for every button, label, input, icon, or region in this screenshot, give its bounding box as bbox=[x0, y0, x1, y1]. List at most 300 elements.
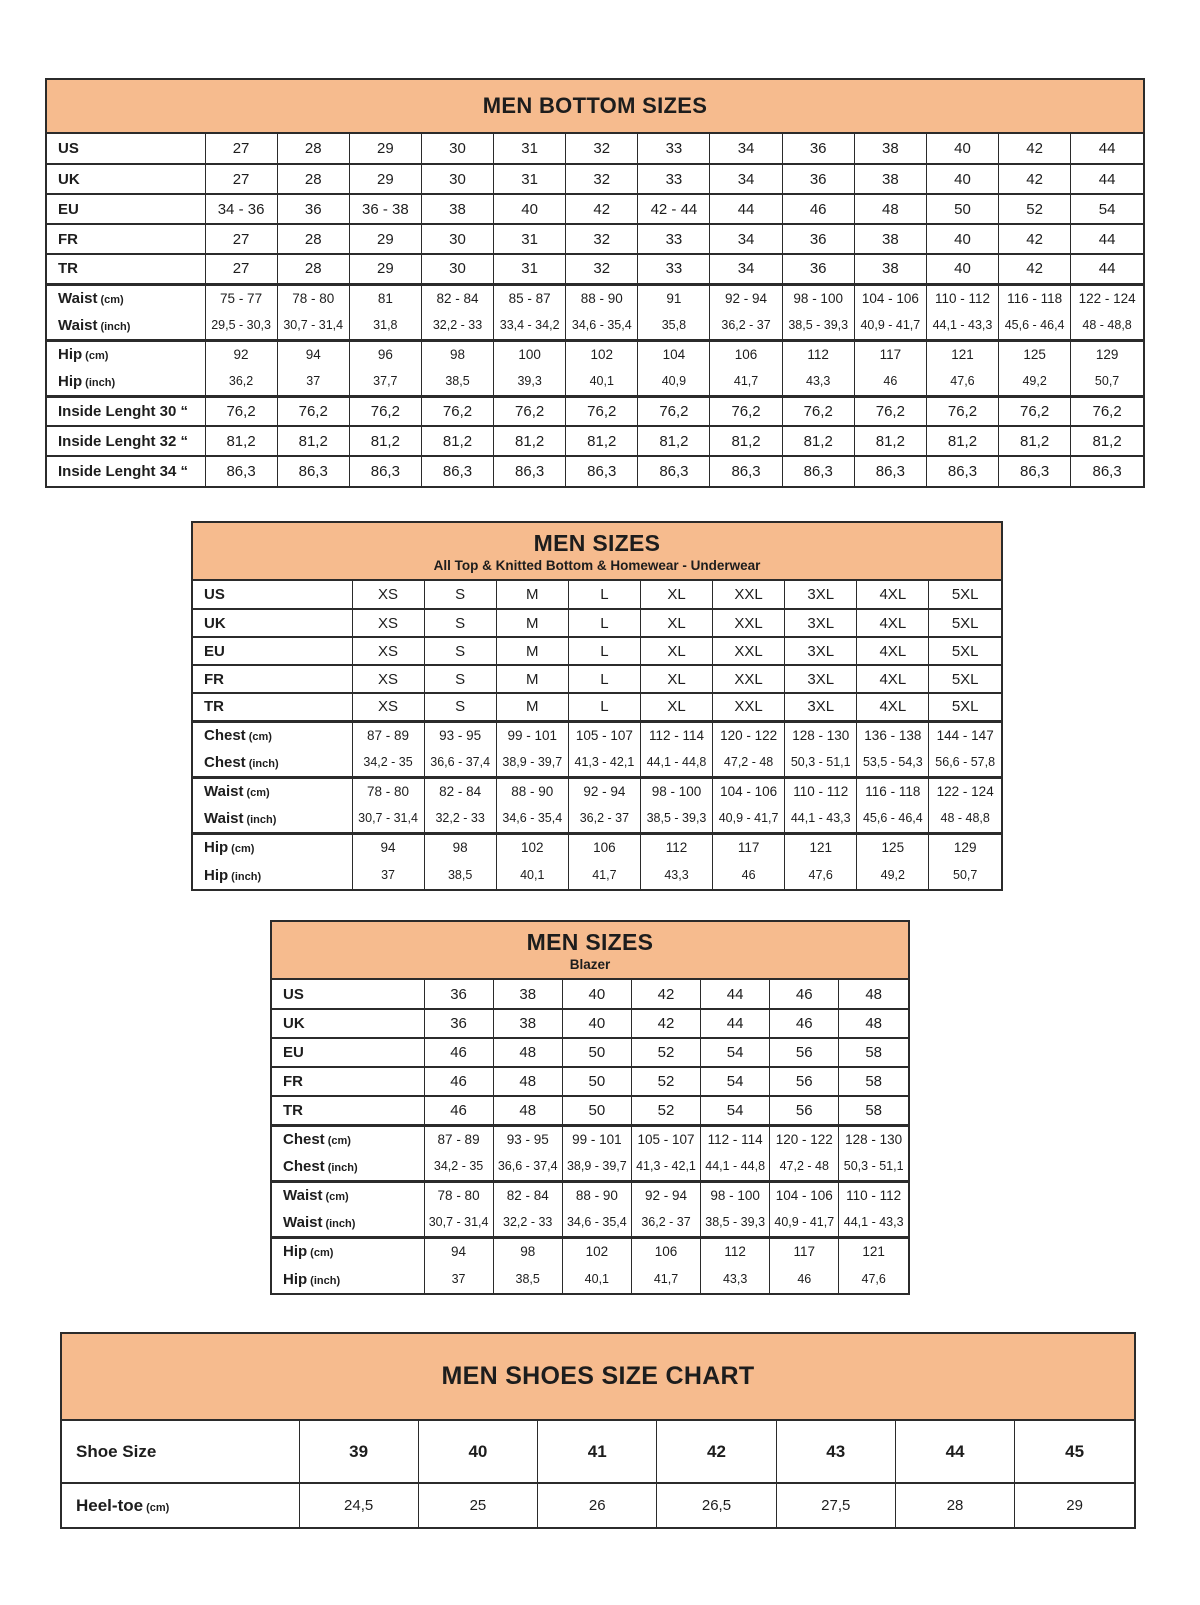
row-label bbox=[193, 609, 352, 637]
cell: 76,2 bbox=[638, 396, 710, 426]
cell: 44 bbox=[1071, 224, 1143, 254]
cell: 38 bbox=[854, 254, 926, 284]
cell: 36 bbox=[424, 980, 493, 1009]
row-label-text: FR bbox=[58, 230, 78, 248]
table-row bbox=[193, 581, 1001, 609]
cell: 34 - 36 bbox=[205, 194, 277, 224]
cell: 43,3 bbox=[640, 861, 712, 889]
cell: 36 bbox=[782, 134, 854, 164]
cell: 34,6 - 35,4 bbox=[566, 312, 638, 340]
cell: 44 bbox=[1071, 164, 1143, 194]
row-label bbox=[193, 693, 352, 721]
row-label bbox=[272, 1096, 424, 1125]
cell: 34 bbox=[710, 134, 782, 164]
cell: 47,2 - 48 bbox=[770, 1153, 839, 1181]
row-label bbox=[47, 194, 205, 224]
cell: 38 bbox=[493, 1009, 562, 1038]
cell: 98 bbox=[424, 833, 496, 861]
cell: 49,2 bbox=[857, 861, 929, 889]
table-row bbox=[47, 456, 1143, 486]
cell: XS bbox=[352, 665, 424, 693]
row-label-text: Waist bbox=[204, 783, 244, 801]
cell: 28 bbox=[277, 164, 349, 194]
cell: 81,2 bbox=[999, 426, 1071, 456]
cell: 92 - 94 bbox=[710, 284, 782, 312]
cell: 54 bbox=[701, 1067, 770, 1096]
row-label bbox=[193, 665, 352, 693]
cell: 86,3 bbox=[926, 456, 998, 486]
cell: 87 - 89 bbox=[352, 721, 424, 749]
table-row bbox=[47, 396, 1143, 426]
cell: XXL bbox=[713, 581, 785, 609]
row-label-text: Hip bbox=[58, 372, 83, 390]
size-grid bbox=[47, 134, 1143, 486]
cell: 36,2 - 37 bbox=[710, 312, 782, 340]
row-label-unit: (inch) bbox=[246, 813, 277, 826]
cell: 33 bbox=[638, 224, 710, 254]
table-header bbox=[193, 523, 1001, 581]
cell: 76,2 bbox=[349, 396, 421, 426]
cell: 46 bbox=[782, 194, 854, 224]
row-label bbox=[47, 312, 205, 340]
table-row bbox=[193, 833, 1001, 861]
cell: 106 bbox=[710, 340, 782, 368]
cell: 40 bbox=[926, 164, 998, 194]
table-row bbox=[193, 777, 1001, 805]
row-label-unit: (inch) bbox=[231, 870, 262, 883]
cell: 41,7 bbox=[710, 368, 782, 396]
cell: XL bbox=[640, 609, 712, 637]
cell: 81,2 bbox=[277, 426, 349, 456]
cell: 34 bbox=[710, 224, 782, 254]
cell: 26,5 bbox=[657, 1483, 776, 1527]
row-label bbox=[193, 861, 352, 889]
cell: 43,3 bbox=[782, 368, 854, 396]
row-label-unit: (inch) bbox=[325, 1217, 356, 1230]
cell: 32 bbox=[566, 164, 638, 194]
cell: 29,5 - 30,3 bbox=[205, 312, 277, 340]
row-label-unit: (inch) bbox=[310, 1274, 341, 1287]
cell: 110 - 112 bbox=[785, 777, 857, 805]
cell: 81,2 bbox=[205, 426, 277, 456]
cell: XXL bbox=[713, 609, 785, 637]
row-label bbox=[47, 456, 205, 486]
cell: 117 bbox=[713, 833, 785, 861]
cell: 129 bbox=[1071, 340, 1143, 368]
cell: 93 - 95 bbox=[424, 721, 496, 749]
row-label bbox=[272, 1265, 424, 1293]
cell: 86,3 bbox=[710, 456, 782, 486]
cell: 32,2 - 33 bbox=[424, 805, 496, 833]
table-row bbox=[47, 194, 1143, 224]
row-label-text: Hip bbox=[283, 1270, 308, 1288]
cell: 36,6 - 37,4 bbox=[424, 749, 496, 777]
cell: L bbox=[568, 665, 640, 693]
cell: 78 - 80 bbox=[424, 1181, 493, 1209]
row-label-text: Chest bbox=[283, 1131, 325, 1149]
cell: L bbox=[568, 693, 640, 721]
table-row bbox=[272, 1181, 908, 1209]
cell: 3XL bbox=[785, 693, 857, 721]
cell: 33,4 - 34,2 bbox=[494, 312, 566, 340]
cell: 40 bbox=[926, 254, 998, 284]
table-row bbox=[47, 224, 1143, 254]
cell: 29 bbox=[349, 134, 421, 164]
table-row bbox=[193, 805, 1001, 833]
cell: 105 - 107 bbox=[568, 721, 640, 749]
cell: 110 - 112 bbox=[839, 1181, 908, 1209]
size-grid bbox=[62, 1421, 1134, 1527]
row-label bbox=[47, 396, 205, 426]
row-label-text: Chest bbox=[204, 727, 246, 745]
row-label-text: Hip bbox=[283, 1243, 308, 1261]
cell: 4XL bbox=[857, 665, 929, 693]
cell: 47,6 bbox=[785, 861, 857, 889]
cell: 86,3 bbox=[349, 456, 421, 486]
cell: 3XL bbox=[785, 665, 857, 693]
cell: 40 bbox=[562, 980, 631, 1009]
row-label-unit: (cm) bbox=[100, 294, 124, 307]
row-label bbox=[272, 1009, 424, 1038]
cell: XXL bbox=[713, 665, 785, 693]
cell: 25 bbox=[418, 1483, 537, 1527]
cell: 40,9 - 41,7 bbox=[770, 1209, 839, 1237]
cell: 29 bbox=[349, 164, 421, 194]
cell: 76,2 bbox=[494, 396, 566, 426]
cell: 40 bbox=[494, 194, 566, 224]
cell: 50 bbox=[562, 1038, 631, 1067]
row-label-text: US bbox=[204, 586, 225, 603]
cell: 44,1 - 43,3 bbox=[926, 312, 998, 340]
cell: 122 - 124 bbox=[929, 777, 1001, 805]
cell: 5XL bbox=[929, 637, 1001, 665]
cell: 75 - 77 bbox=[205, 284, 277, 312]
cell: 5XL bbox=[929, 665, 1001, 693]
cell: 86,3 bbox=[1071, 456, 1143, 486]
cell: 47,6 bbox=[926, 368, 998, 396]
cell: 30,7 - 31,4 bbox=[277, 312, 349, 340]
cell: 58 bbox=[839, 1067, 908, 1096]
cell: 116 - 118 bbox=[999, 284, 1071, 312]
cell: 104 - 106 bbox=[854, 284, 926, 312]
table-row bbox=[47, 312, 1143, 340]
cell: 86,3 bbox=[494, 456, 566, 486]
cell: 5XL bbox=[929, 693, 1001, 721]
cell: 38 bbox=[854, 164, 926, 194]
row-label-unit: (cm) bbox=[325, 1191, 349, 1204]
cell: 121 bbox=[839, 1237, 908, 1265]
cell: 54 bbox=[701, 1038, 770, 1067]
cell: 38 bbox=[854, 224, 926, 254]
cell: 31 bbox=[494, 224, 566, 254]
cell: 88 - 90 bbox=[496, 777, 568, 805]
cell: 76,2 bbox=[854, 396, 926, 426]
row-label bbox=[193, 833, 352, 861]
cell: 93 - 95 bbox=[493, 1125, 562, 1153]
row-label-text: Chest bbox=[283, 1157, 325, 1175]
cell: 102 bbox=[562, 1237, 631, 1265]
cell: 76,2 bbox=[277, 396, 349, 426]
row-label-text: Hip bbox=[204, 866, 229, 884]
cell: 30 bbox=[421, 164, 493, 194]
row-label bbox=[193, 749, 352, 777]
cell: 81 bbox=[349, 284, 421, 312]
row-label bbox=[272, 1125, 424, 1153]
cell: S bbox=[424, 609, 496, 637]
cell: L bbox=[568, 637, 640, 665]
row-label-text: EU bbox=[58, 200, 79, 218]
cell: 54 bbox=[701, 1096, 770, 1125]
cell: 36 bbox=[782, 224, 854, 254]
table-row bbox=[193, 721, 1001, 749]
cell: 38,5 bbox=[424, 861, 496, 889]
cell: 3XL bbox=[785, 637, 857, 665]
cell: XXL bbox=[713, 637, 785, 665]
cell: 92 - 94 bbox=[631, 1181, 700, 1209]
cell: 43 bbox=[776, 1421, 895, 1483]
cell: 49,2 bbox=[999, 368, 1071, 396]
cell: 102 bbox=[496, 833, 568, 861]
cell: 120 - 122 bbox=[713, 721, 785, 749]
row-label bbox=[193, 805, 352, 833]
cell: 44 bbox=[1071, 134, 1143, 164]
row-label-text: US bbox=[283, 985, 304, 1003]
table-row bbox=[272, 1265, 908, 1293]
table-row bbox=[47, 426, 1143, 456]
cell: 100 bbox=[494, 340, 566, 368]
cell: S bbox=[424, 665, 496, 693]
cell: 48 - 48,8 bbox=[929, 805, 1001, 833]
cell: 76,2 bbox=[205, 396, 277, 426]
cell: 76,2 bbox=[926, 396, 998, 426]
cell: 112 - 114 bbox=[640, 721, 712, 749]
cell: 44,1 - 44,8 bbox=[640, 749, 712, 777]
size-grid bbox=[193, 581, 1001, 889]
cell: 4XL bbox=[857, 609, 929, 637]
cell: 42 bbox=[631, 1009, 700, 1038]
cell: 42 bbox=[999, 224, 1071, 254]
cell: 32,2 - 33 bbox=[493, 1209, 562, 1237]
cell: 33 bbox=[638, 134, 710, 164]
cell: 86,3 bbox=[999, 456, 1071, 486]
table-row bbox=[47, 164, 1143, 194]
row-label-unit: (cm) bbox=[231, 843, 255, 856]
row-label bbox=[47, 284, 205, 312]
row-label-text: Inside Lenght 34 “ bbox=[58, 463, 189, 480]
cell: 125 bbox=[999, 340, 1071, 368]
cell: 104 - 106 bbox=[770, 1181, 839, 1209]
cell: 38,5 bbox=[493, 1265, 562, 1293]
cell: 37 bbox=[424, 1265, 493, 1293]
cell: 28 bbox=[277, 254, 349, 284]
table-title: MEN SIZES bbox=[533, 529, 661, 556]
cell: 41,3 - 42,1 bbox=[568, 749, 640, 777]
cell: 76,2 bbox=[566, 396, 638, 426]
cell: 36 bbox=[782, 164, 854, 194]
cell: 92 - 94 bbox=[568, 777, 640, 805]
cell: 76,2 bbox=[782, 396, 854, 426]
cell: 106 bbox=[568, 833, 640, 861]
cell: 30,7 - 31,4 bbox=[352, 805, 424, 833]
cell: 48 bbox=[854, 194, 926, 224]
cell: 40,9 - 41,7 bbox=[854, 312, 926, 340]
cell: 104 bbox=[638, 340, 710, 368]
cell: 32 bbox=[566, 224, 638, 254]
row-label-text: Waist bbox=[58, 290, 98, 308]
table-row bbox=[62, 1483, 1134, 1527]
cell: 48 bbox=[493, 1067, 562, 1096]
cell: 38,9 - 39,7 bbox=[496, 749, 568, 777]
cell: 31,8 bbox=[349, 312, 421, 340]
cell: 86,3 bbox=[854, 456, 926, 486]
table-row bbox=[193, 861, 1001, 889]
cell: 43,3 bbox=[701, 1265, 770, 1293]
cell: 41,7 bbox=[631, 1265, 700, 1293]
cell: 37,7 bbox=[349, 368, 421, 396]
row-label-unit: (inch) bbox=[327, 1161, 358, 1174]
table-row bbox=[47, 254, 1143, 284]
cell: 52 bbox=[999, 194, 1071, 224]
cell: 56 bbox=[770, 1067, 839, 1096]
row-label-text: Heel-toe bbox=[76, 1495, 144, 1515]
cell: 99 - 101 bbox=[496, 721, 568, 749]
table-row bbox=[272, 1237, 908, 1265]
cell: 36 - 38 bbox=[349, 194, 421, 224]
cell: 40 bbox=[418, 1421, 537, 1483]
cell: 35,8 bbox=[638, 312, 710, 340]
cell: 52 bbox=[631, 1067, 700, 1096]
cell: 46 bbox=[424, 1096, 493, 1125]
cell: 98 - 100 bbox=[640, 777, 712, 805]
cell: 46 bbox=[770, 980, 839, 1009]
cell: 40 bbox=[926, 134, 998, 164]
cell: 40,9 bbox=[638, 368, 710, 396]
table-row bbox=[272, 1067, 908, 1096]
cell: 32,2 - 33 bbox=[421, 312, 493, 340]
row-label-text: US bbox=[58, 140, 79, 157]
row-label-text: TR bbox=[58, 260, 78, 278]
cell: 38,5 - 39,3 bbox=[782, 312, 854, 340]
cell: S bbox=[424, 637, 496, 665]
cell: 56,6 - 57,8 bbox=[929, 749, 1001, 777]
cell: 45,6 - 46,4 bbox=[999, 312, 1071, 340]
cell: 94 bbox=[352, 833, 424, 861]
cell: 44,1 - 44,8 bbox=[701, 1153, 770, 1181]
cell: 86,3 bbox=[638, 456, 710, 486]
men-top-sizes-table bbox=[191, 521, 1003, 891]
cell: 39 bbox=[299, 1421, 418, 1483]
cell: 92 bbox=[205, 340, 277, 368]
cell: 37 bbox=[352, 861, 424, 889]
cell: 125 bbox=[857, 833, 929, 861]
cell: 52 bbox=[631, 1038, 700, 1067]
cell: 128 - 130 bbox=[839, 1125, 908, 1153]
cell: 50,7 bbox=[929, 861, 1001, 889]
row-label-text: TR bbox=[204, 698, 224, 716]
cell: 45 bbox=[1015, 1421, 1134, 1483]
cell: 38,5 bbox=[421, 368, 493, 396]
cell: 40,1 bbox=[566, 368, 638, 396]
row-label-unit: (inch) bbox=[85, 376, 116, 389]
cell: 82 - 84 bbox=[424, 777, 496, 805]
cell: 42 - 44 bbox=[638, 194, 710, 224]
row-label bbox=[272, 1067, 424, 1096]
row-label bbox=[62, 1483, 299, 1527]
cell: 96 bbox=[349, 340, 421, 368]
cell: 48 bbox=[493, 1038, 562, 1067]
cell: 44 bbox=[895, 1421, 1014, 1483]
cell: XS bbox=[352, 637, 424, 665]
cell: 30 bbox=[421, 224, 493, 254]
cell: XS bbox=[352, 581, 424, 609]
cell: M bbox=[496, 581, 568, 609]
cell: 32 bbox=[566, 254, 638, 284]
row-label bbox=[272, 1153, 424, 1181]
cell: 24,5 bbox=[299, 1483, 418, 1527]
cell: 76,2 bbox=[421, 396, 493, 426]
cell: 42 bbox=[631, 980, 700, 1009]
cell: 42 bbox=[657, 1421, 776, 1483]
cell: 81,2 bbox=[854, 426, 926, 456]
table-row bbox=[193, 609, 1001, 637]
cell: 129 bbox=[929, 833, 1001, 861]
cell: 4XL bbox=[857, 693, 929, 721]
row-label-text: UK bbox=[204, 614, 226, 632]
cell: 30,7 - 31,4 bbox=[424, 1209, 493, 1237]
cell: 85 - 87 bbox=[494, 284, 566, 312]
cell: 42 bbox=[566, 194, 638, 224]
cell: 38 bbox=[493, 980, 562, 1009]
cell: 27 bbox=[205, 224, 277, 254]
cell: 87 - 89 bbox=[424, 1125, 493, 1153]
row-label-unit: (cm) bbox=[246, 787, 270, 800]
cell: 44 bbox=[701, 1009, 770, 1038]
row-label bbox=[272, 1038, 424, 1067]
cell: 91 bbox=[638, 284, 710, 312]
cell: 42 bbox=[999, 164, 1071, 194]
cell: 86,3 bbox=[277, 456, 349, 486]
cell: 76,2 bbox=[710, 396, 782, 426]
cell: S bbox=[424, 693, 496, 721]
row-label bbox=[47, 254, 205, 284]
row-label-text: Hip bbox=[204, 839, 229, 857]
cell: 42 bbox=[999, 254, 1071, 284]
row-label bbox=[47, 368, 205, 396]
cell: 37 bbox=[277, 368, 349, 396]
table-row bbox=[272, 980, 908, 1009]
table-row bbox=[193, 693, 1001, 721]
cell: 50 bbox=[926, 194, 998, 224]
cell: 98 - 100 bbox=[701, 1181, 770, 1209]
cell: 42 bbox=[999, 134, 1071, 164]
row-label-text: Shoe Size bbox=[76, 1441, 157, 1461]
table-header bbox=[272, 922, 908, 980]
cell: XL bbox=[640, 637, 712, 665]
cell: 36 bbox=[782, 254, 854, 284]
cell: 29 bbox=[349, 254, 421, 284]
table-row bbox=[62, 1421, 1134, 1483]
row-label-text: UK bbox=[58, 170, 80, 188]
cell: 112 bbox=[701, 1237, 770, 1265]
table-header bbox=[62, 1334, 1134, 1421]
row-label-unit: (cm) bbox=[85, 350, 109, 363]
cell: 41,3 - 42,1 bbox=[631, 1153, 700, 1181]
cell: 29 bbox=[1015, 1483, 1134, 1527]
row-label bbox=[193, 777, 352, 805]
cell: 86,3 bbox=[421, 456, 493, 486]
table-subtitle: Blazer bbox=[569, 956, 611, 972]
cell: M bbox=[496, 637, 568, 665]
